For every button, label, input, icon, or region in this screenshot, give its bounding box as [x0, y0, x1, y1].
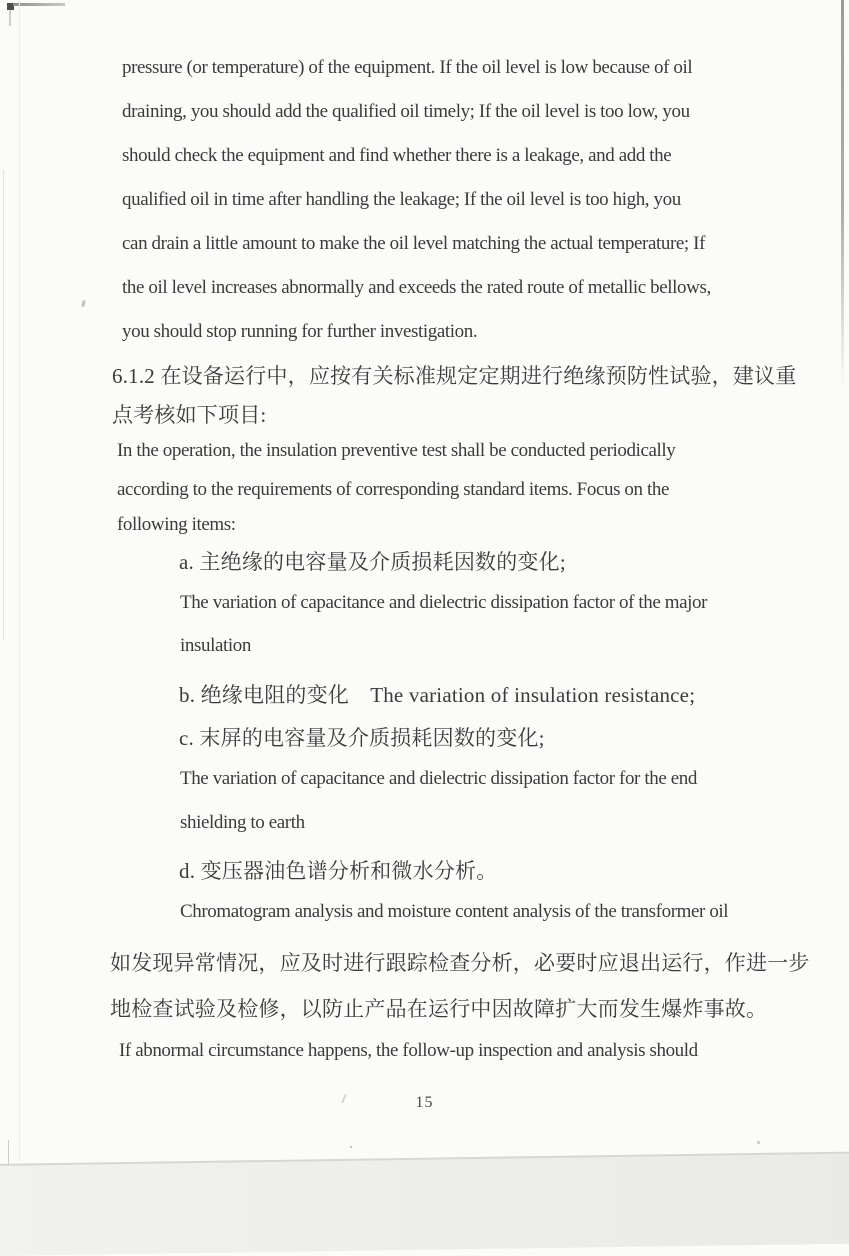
- list-item-d-line: d. 变压器油色谱分析和微水分析。: [179, 859, 498, 883]
- list-item-c-line: c. 末屏的电容量及介质损耗因数的变化;: [179, 726, 545, 750]
- body-text-line: 地检查试验及检修，以防止产品在运行中因故障扩大而发生爆炸事故。: [110, 997, 768, 1021]
- scan-right-edge-line: [841, 0, 844, 390]
- body-text-line: you should stop running for further investigation.: [122, 321, 478, 342]
- list-item-b-line: b. 绝缘电阻的变化 The variation of insulation resistance;: [179, 683, 696, 707]
- body-text-line: If abnormal circumstance happens, the follow-up inspection and analysis should: [119, 1040, 698, 1061]
- scan-left-edge-dark-line: [3, 170, 4, 640]
- scan-left-bottom-line: [8, 1140, 9, 1164]
- body-text-line: according to the requirements of corresponding standard items. Focus on the: [117, 479, 669, 500]
- scan-corner-mark-bar: [13, 3, 65, 6]
- list-item-c-translation: The variation of capacitance and dielectric dissipation factor for the end: [180, 768, 697, 789]
- section-heading-line: 点考核如下项目:: [112, 403, 267, 427]
- body-text-line: In the operation, the insulation preventive test shall be conducted periodically: [117, 440, 676, 461]
- scan-left-edge-line: [19, 0, 20, 1160]
- page-number: 15: [415, 1094, 434, 1111]
- body-text-line: following items:: [117, 514, 236, 535]
- scan-speck: [81, 300, 85, 307]
- body-text-line: should check the equipment and find whether there is a leakage, and add the: [122, 145, 672, 166]
- section-heading-line: 6.1.2 在设备运行中，应按有关标准规定定期进行绝缘预防性试验，建议重: [112, 364, 797, 388]
- list-item-c-translation: shielding to earth: [180, 812, 305, 833]
- scan-corner-mark-tail: [9, 10, 11, 26]
- list-item-a-line: a. 主绝缘的电容量及介质损耗因数的变化;: [179, 550, 566, 574]
- body-text-line: can drain a little amount to make the oil level matching the actual temperature; If: [122, 233, 706, 254]
- body-text-line: pressure (or temperature) of the equipment. If the oil level is low because of oil: [122, 57, 693, 78]
- list-item-a-translation: The variation of capacitance and dielectric dissipation factor of the major: [180, 592, 708, 613]
- list-item-a-translation: insulation: [180, 635, 251, 656]
- body-text-line: 如发现异常情况，应及时进行跟踪检查分析，必要时应退出运行，作进一步: [110, 951, 810, 975]
- body-text-line: draining, you should add the qualified oil timely; If the oil level is too low, you: [122, 101, 690, 122]
- scan-speck: [350, 1146, 352, 1148]
- body-text-line: the oil level increases abnormally and exceeds the rated route of metallic bellows,: [122, 277, 711, 298]
- scan-paper-bottom-edge: [0, 1151, 849, 1256]
- list-item-d-translation: Chromatogram analysis and moisture content analysis of the transformer oil: [180, 901, 729, 922]
- scan-speck: [757, 1141, 760, 1144]
- body-text-line: qualified oil in time after handling the leakage; If the oil level is too high, you: [122, 189, 681, 210]
